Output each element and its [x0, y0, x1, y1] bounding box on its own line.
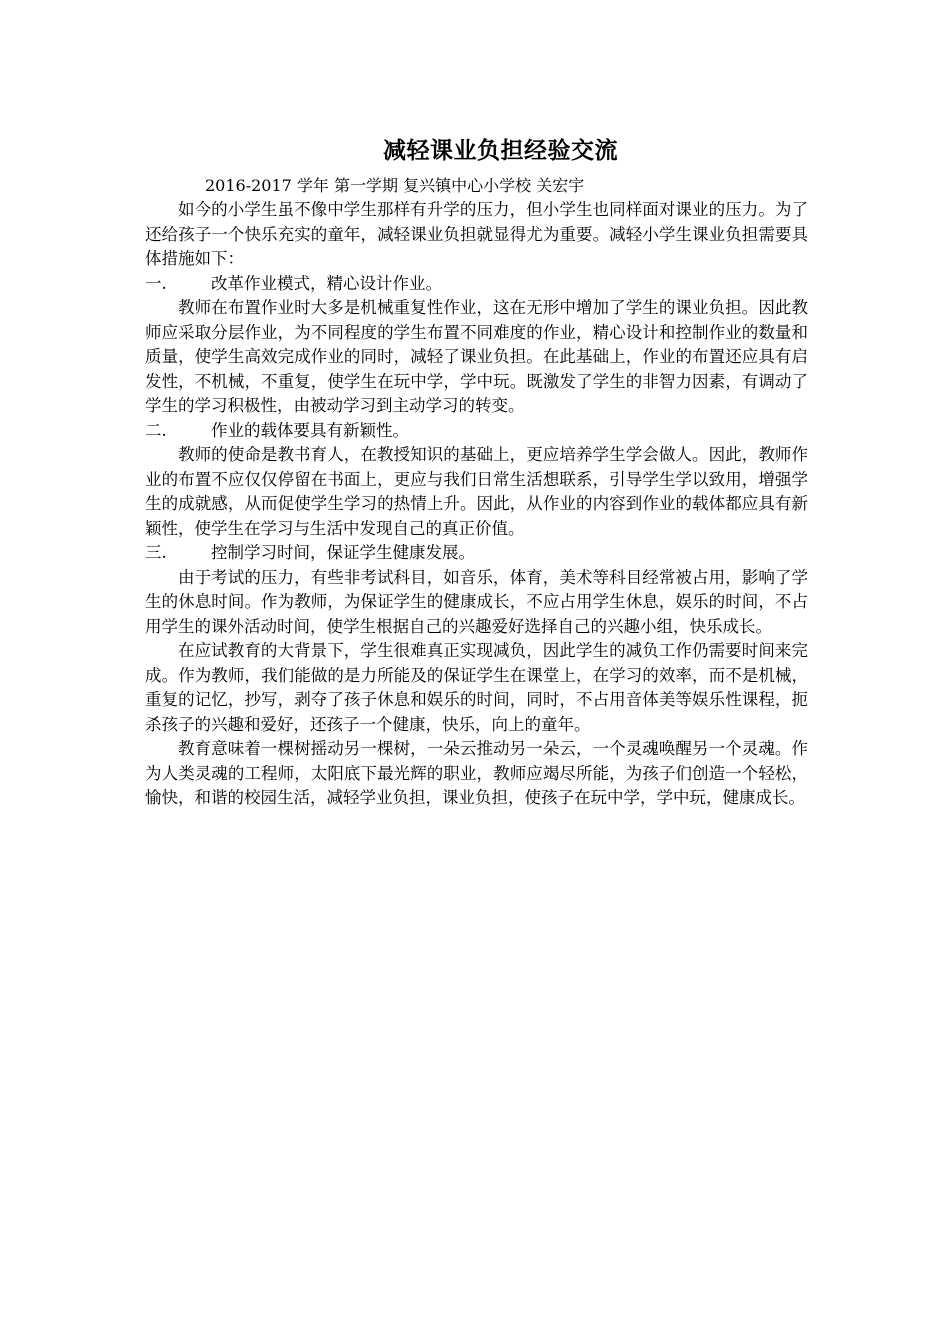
section-1-paragraph-1: 教师在布置作业时大多是机械重复性作业，这在无形中增加了学生的课业负担。因此教师应采取分层作业，为不同程度的学生布置不同难度的作业，精心设计和控制作业的数量和质量，使学生高效完成作业的同时，减轻了课业负担。在此基础上，作业的布置还应具有启发性，不机械，不重复，使学生在玩中学，学中玩。既激发了学生的非智力因素，有调动了学生的学习积极性，由被动学习到主动学习的转变。	[145, 298, 808, 415]
intro-paragraph: 如今的小学生虽不像中学生那样有升学的压力，但小学生也同样面对课业的压力。为了还给孩子一个快乐充实的童年，减轻课业负担就显得尤为重要。减轻小学生课业负担需要具体措施如下：	[145, 200, 808, 268]
section-heading-2	[145, 419, 808, 444]
section-heading-text: 控制学习时间，保证学生健康发展。	[211, 543, 475, 562]
section-number: 三.	[145, 543, 167, 562]
section-3-paragraph-1: 由于考试的压力，有些非考试科目，如音乐，体育，美术等科目经常被占用，影响了学生的休息时间。作为教师，为保证学生的健康成长，不应占用学生休息，娱乐的时间，不占用学生的课外活动时间，使学生根据自己的兴趣爱好选择自己的兴趣小组，快乐成长。	[145, 567, 808, 636]
section-number: 二.	[145, 420, 167, 440]
document-subtitle: 2016-2017 学年 第一学期 复兴镇中心小学校 关宏宇	[205, 176, 585, 195]
document-body	[145, 134, 808, 811]
section-number: 一.	[145, 273, 167, 293]
section-heading-1	[145, 272, 808, 297]
section-heading-3	[145, 541, 808, 566]
section-heading-text: 改革作业模式，精心设计作业。	[211, 273, 442, 293]
section-3-paragraph-3: 教育意味着一棵树摇动另一棵树，一朵云推动另一朵云，一个灵魂唤醒另一个灵魂。作为人类灵魂的工程师，太阳底下最光辉的职业，教师应竭尽所能，为孩子们创造一个轻松，愉快，和谐的校园生活，减轻学业负担，课业负担，使孩子在玩中学，学中玩，健康成长。	[145, 739, 808, 807]
document-title: 减轻课业负担经验交流	[383, 138, 618, 164]
section-3-paragraph-2: 在应试教育的大背景下，学生很难真正实现减负，因此学生的减负工作仍需要时间来完成。作为教师，我们能做的是力所能及的保证学生在课堂上，在学习的效率，而不是机械，重复的记忆，抄写，剥夺了孩子休息和娱乐的时间，同时，不占用音体美等娱乐性课程，扼杀孩子的兴趣和爱好，还孩子一个健康，快乐，向上的童年。	[145, 641, 808, 734]
section-2-paragraph-1: 教师的使命是教书育人，在教授知识的基础上，更应培养学生学会做人。因此，教师作业的布置不应仅仅停留在书面上，更应与我们日常生活想联系，引导学生学以致用，增强学生的成就感，从而促使学生学习的热情上升。因此，从作业的内容到作业的载体都应具有新颖性，使学生在学习与生活中发现自己的真正价值。	[145, 445, 808, 538]
section-heading-text: 作业的载体要具有新颖性。	[211, 420, 409, 440]
